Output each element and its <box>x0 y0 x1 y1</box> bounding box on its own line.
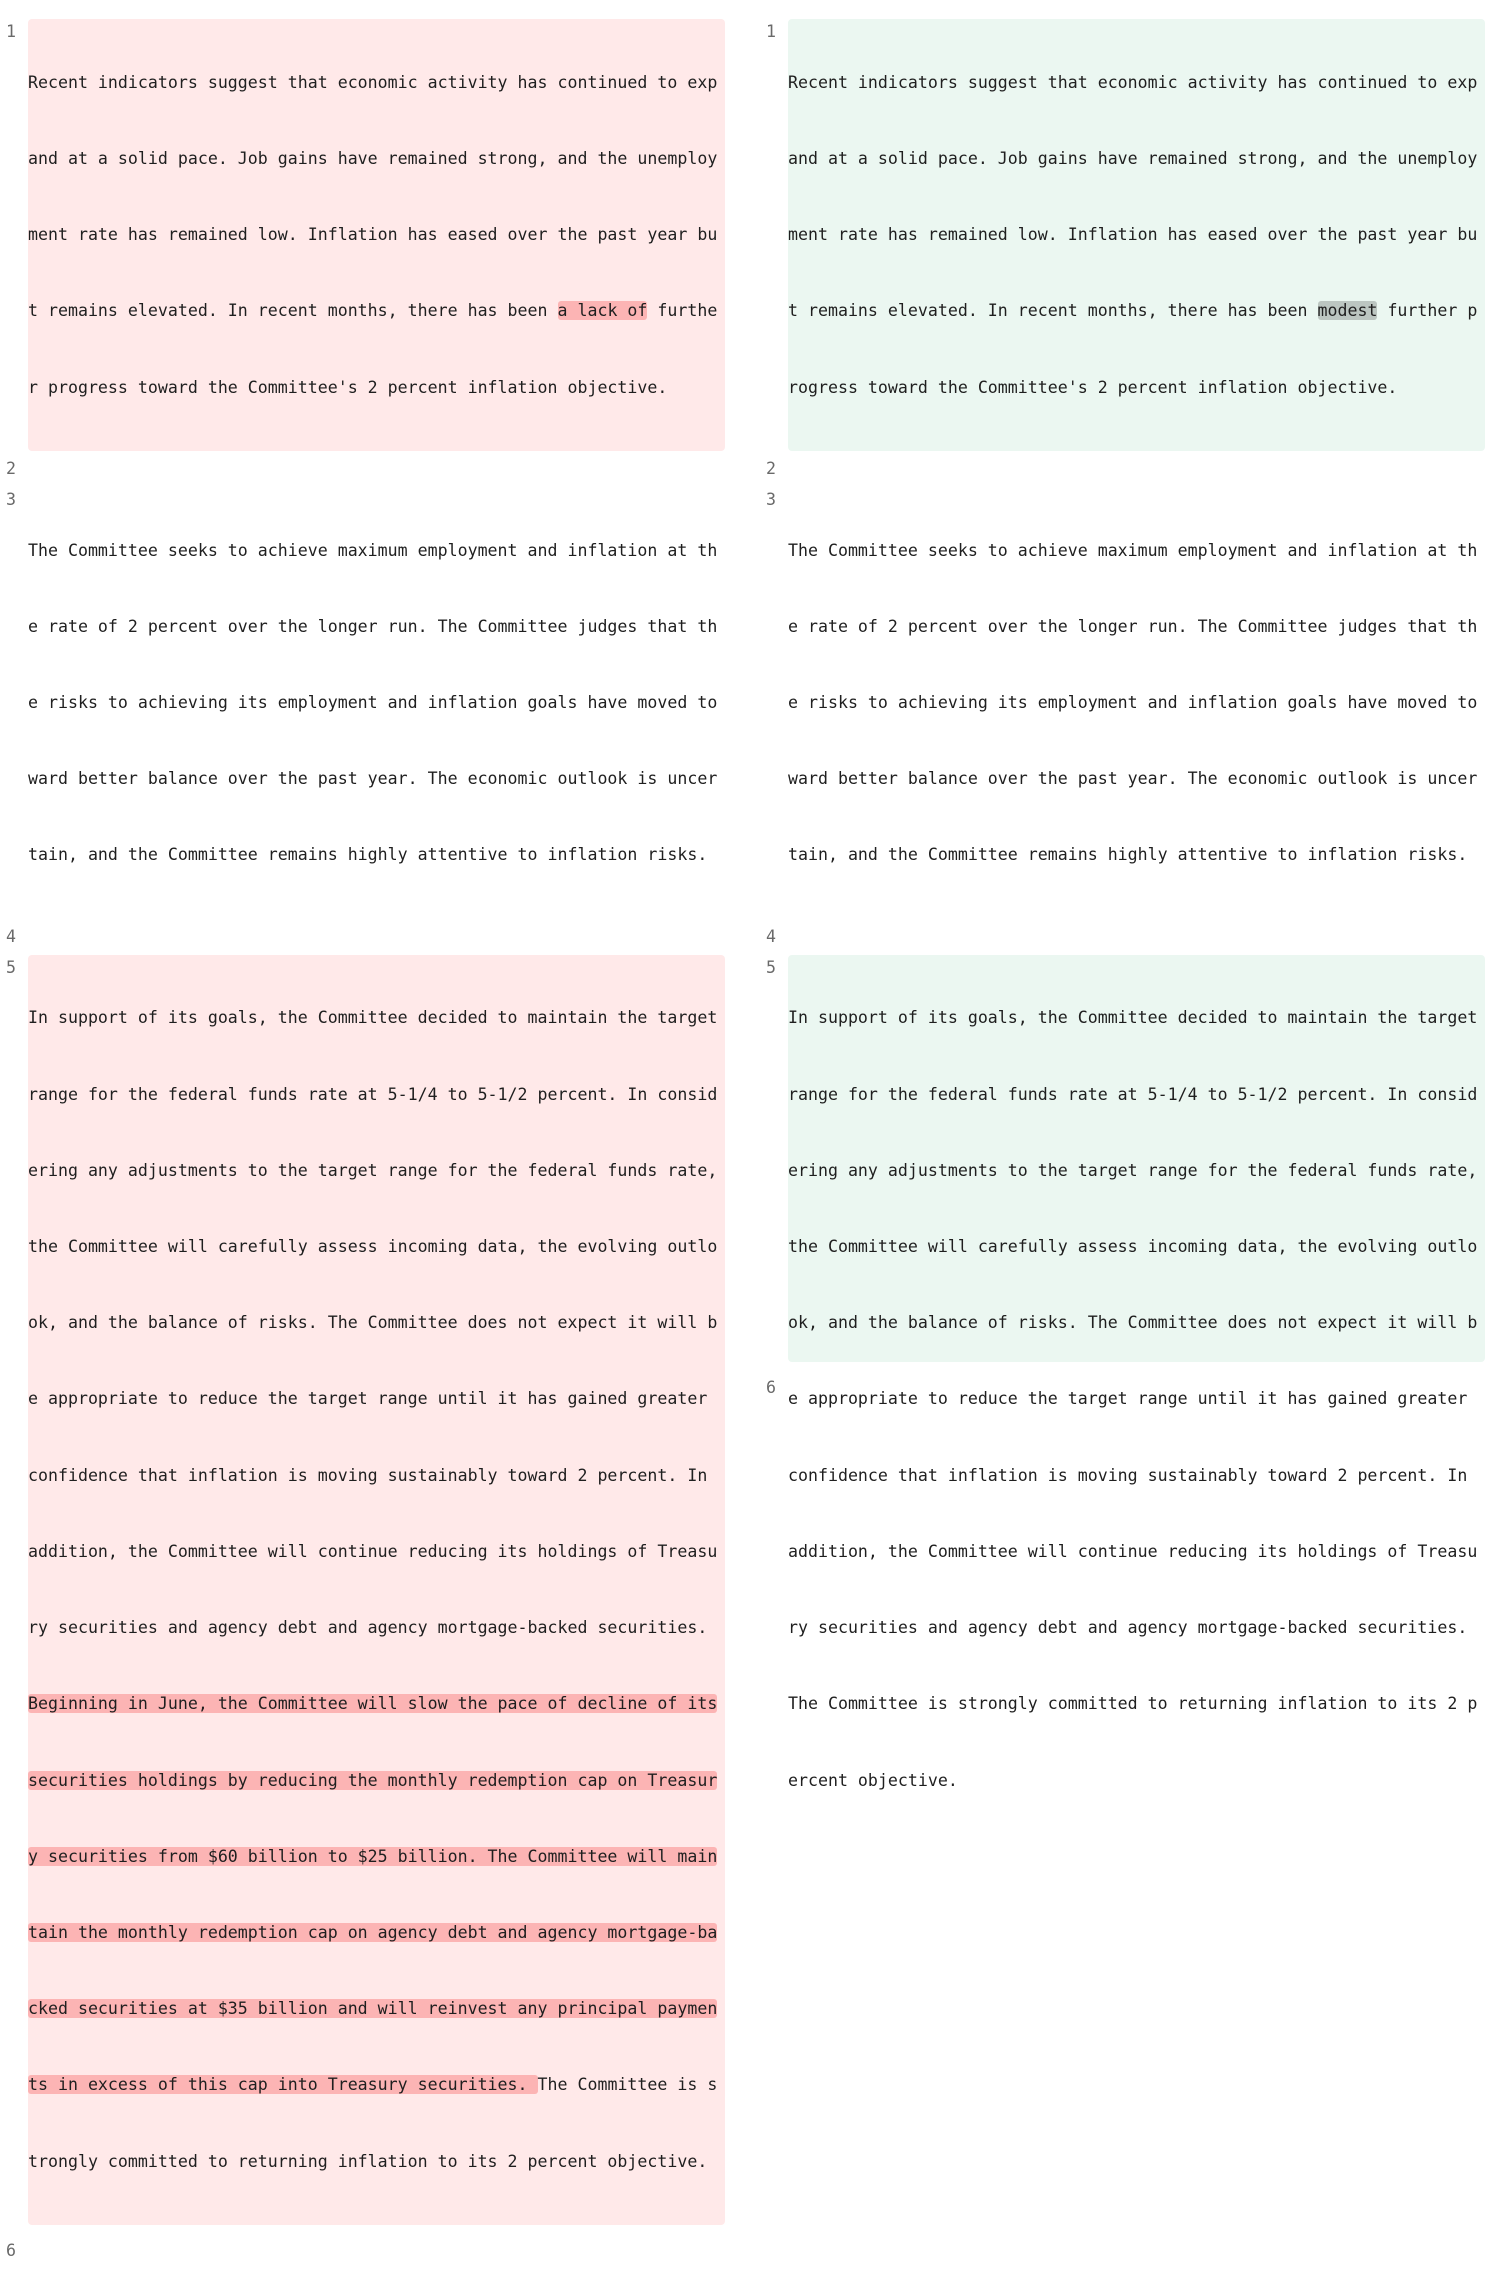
text-row: ering any adjustments to the target range for the federal funds rate, <box>788 1160 1478 1180</box>
removed-text: tain the monthly redemption cap on agency debt and agency mortgage-ba <box>28 1922 718 1942</box>
text-row: addition, the Committee will continue reducing its holdings of Treasu <box>28 1541 718 1561</box>
text-row: e risks to achieving its employment and inflation goals have moved to <box>788 693 1478 713</box>
text-row: confidence that inflation is moving sustainably toward 2 percent. In <box>788 1465 1468 1485</box>
text-row: e appropriate to reduce the target range until it has gained greater <box>28 1389 708 1409</box>
text-row: In support of its goals, the Committee decided to maintain the target <box>28 1008 718 1028</box>
text-row: t remains elevated. In recent months, there has been a lack of furthe <box>28 301 718 321</box>
diff-line <box>0 451 740 487</box>
removed-text: securities holdings by reducing the monthly redemption cap on Treasur <box>28 1770 718 1790</box>
text-row: the Committee will carefully assess incoming data, the evolving outlo <box>28 1237 718 1257</box>
line-number: 5 <box>766 957 776 977</box>
text-row: The Committee is strongly committed to returning inflation to its 2 p <box>788 1694 1478 1714</box>
diff-line <box>0 19 740 451</box>
text-row: ment rate has remained low. Inflation has eased over the past year bu <box>28 225 718 245</box>
text-row: the Committee will carefully assess incoming data, the evolving outlo <box>788 1237 1478 1257</box>
line-number: 1 <box>766 22 776 41</box>
added-paragraph[interactable] <box>788 955 1485 1790</box>
text-row: ok, and the balance of risks. The Committee does not expect it will b <box>28 1313 718 1333</box>
text-row: tain, and the Committee remains highly attentive to inflation risks. <box>28 845 708 865</box>
diff-line <box>760 19 1500 451</box>
diff-line <box>760 919 1500 955</box>
line-number: 2 <box>766 458 776 478</box>
text-row: The Committee seeks to achieve maximum employment and inflation at th <box>28 540 718 560</box>
text-row: tain, and the Committee remains highly attentive to inflation risks. <box>788 845 1468 865</box>
text-row <box>28 1844 725 1869</box>
text-row: ry securities and agency debt and agency mortgage-backed securities. <box>28 1618 708 1638</box>
text-row: addition, the Committee will continue reducing its holdings of Treasu <box>788 1541 1478 1561</box>
text-row: ering any adjustments to the target range for the federal funds rate, <box>28 1160 718 1180</box>
added-word: modest <box>1317 301 1378 321</box>
text-row: e rate of 2 percent over the longer run. The Committee judges that th <box>788 616 1478 636</box>
line-number: 6 <box>766 1377 776 1397</box>
diff-line <box>0 487 740 919</box>
text-row: rogress toward the Committee's 2 percent inflation objective. <box>788 377 1398 397</box>
removed-text: ts in excess of this cap into Treasury securities. <box>28 2075 538 2095</box>
text-row: e appropriate to reduce the target range until it has gained greater <box>788 1389 1468 1409</box>
line-number: 5 <box>6 957 16 977</box>
text-row <box>28 1768 725 1793</box>
line-number: 4 <box>766 926 776 946</box>
diff-line <box>760 955 1500 1790</box>
line-number: 1 <box>6 22 16 41</box>
text-row: and at a solid pace. Job gains have remained strong, and the unemploy <box>788 149 1478 169</box>
text-row: e rate of 2 percent over the longer run. The Committee judges that th <box>28 616 718 636</box>
line-number: 6 <box>6 2240 16 2260</box>
text-row: ward better balance over the past year. The economic outlook is uncer <box>788 769 1478 789</box>
line-number: 3 <box>6 489 16 509</box>
text-row: Recent indicators suggest that economic activity has continued to exp <box>28 72 718 92</box>
modified-pane <box>760 0 1500 1790</box>
unchanged-paragraph[interactable] <box>28 487 725 919</box>
text-row: t remains elevated. In recent months, there has been modest further p <box>788 301 1478 321</box>
text-row: ment rate has remained low. Inflation has eased over the past year bu <box>788 225 1478 245</box>
line-number: 2 <box>6 458 16 478</box>
diff-line <box>0 2225 740 2260</box>
text-row <box>28 1996 725 2021</box>
text-row: The Committee seeks to achieve maximum employment and inflation at th <box>788 540 1478 560</box>
original-pane <box>0 0 740 2260</box>
removed-text: cked securities at $35 billion and will reinvest any principal paymen <box>28 1999 718 2019</box>
diff-line <box>760 1362 1500 1397</box>
removed-paragraph[interactable] <box>28 955 725 2225</box>
text-row: Recent indicators suggest that economic activity has continued to exp <box>788 72 1478 92</box>
diff-line <box>760 487 1500 919</box>
line-number: 4 <box>6 926 16 946</box>
text-row: e risks to achieving its employment and inflation goals have moved to <box>28 693 718 713</box>
removed-paragraph[interactable] <box>28 19 725 451</box>
removed-word: a lack of <box>557 301 648 321</box>
text-row: In support of its goals, the Committee decided to maintain the target <box>788 1008 1478 1028</box>
removed-text: Beginning in June, the Committee will slow the pace of decline of its <box>28 1694 718 1714</box>
text-row: ts in excess of this cap into Treasury securities. The Committee is s <box>28 2075 718 2095</box>
text-row: ercent objective. <box>788 1770 958 1790</box>
text-row: confidence that inflation is moving sustainably toward 2 percent. In <box>28 1465 708 1485</box>
text-row: trongly committed to returning inflation to its 2 percent objective. <box>28 2151 708 2171</box>
diff-line <box>760 451 1500 487</box>
text-row: ok, and the balance of risks. The Committee does not expect it will b <box>788 1313 1478 1333</box>
text-row: range for the federal funds rate at 5-1/4 to 5-1/2 percent. In consid <box>28 1084 718 1104</box>
text-row <box>28 1691 725 1716</box>
unchanged-paragraph[interactable] <box>788 487 1485 919</box>
text-row: and at a solid pace. Job gains have remained strong, and the unemploy <box>28 149 718 169</box>
text-row: r progress toward the Committee's 2 percent inflation objective. <box>28 377 668 397</box>
text-row: ry securities and agency debt and agency mortgage-backed securities. <box>788 1618 1468 1638</box>
diff-line <box>0 919 740 955</box>
text-row: range for the federal funds rate at 5-1/4 to 5-1/2 percent. In consid <box>788 1084 1478 1104</box>
text-row: ward better balance over the past year. The economic outlook is uncer <box>28 769 718 789</box>
line-number: 3 <box>766 489 776 509</box>
text-row <box>28 1920 725 1945</box>
added-paragraph[interactable] <box>788 19 1485 451</box>
diff-line <box>0 955 740 2225</box>
removed-text: y securities from $60 billion to $25 billion. The Committee will main <box>28 1846 718 1866</box>
